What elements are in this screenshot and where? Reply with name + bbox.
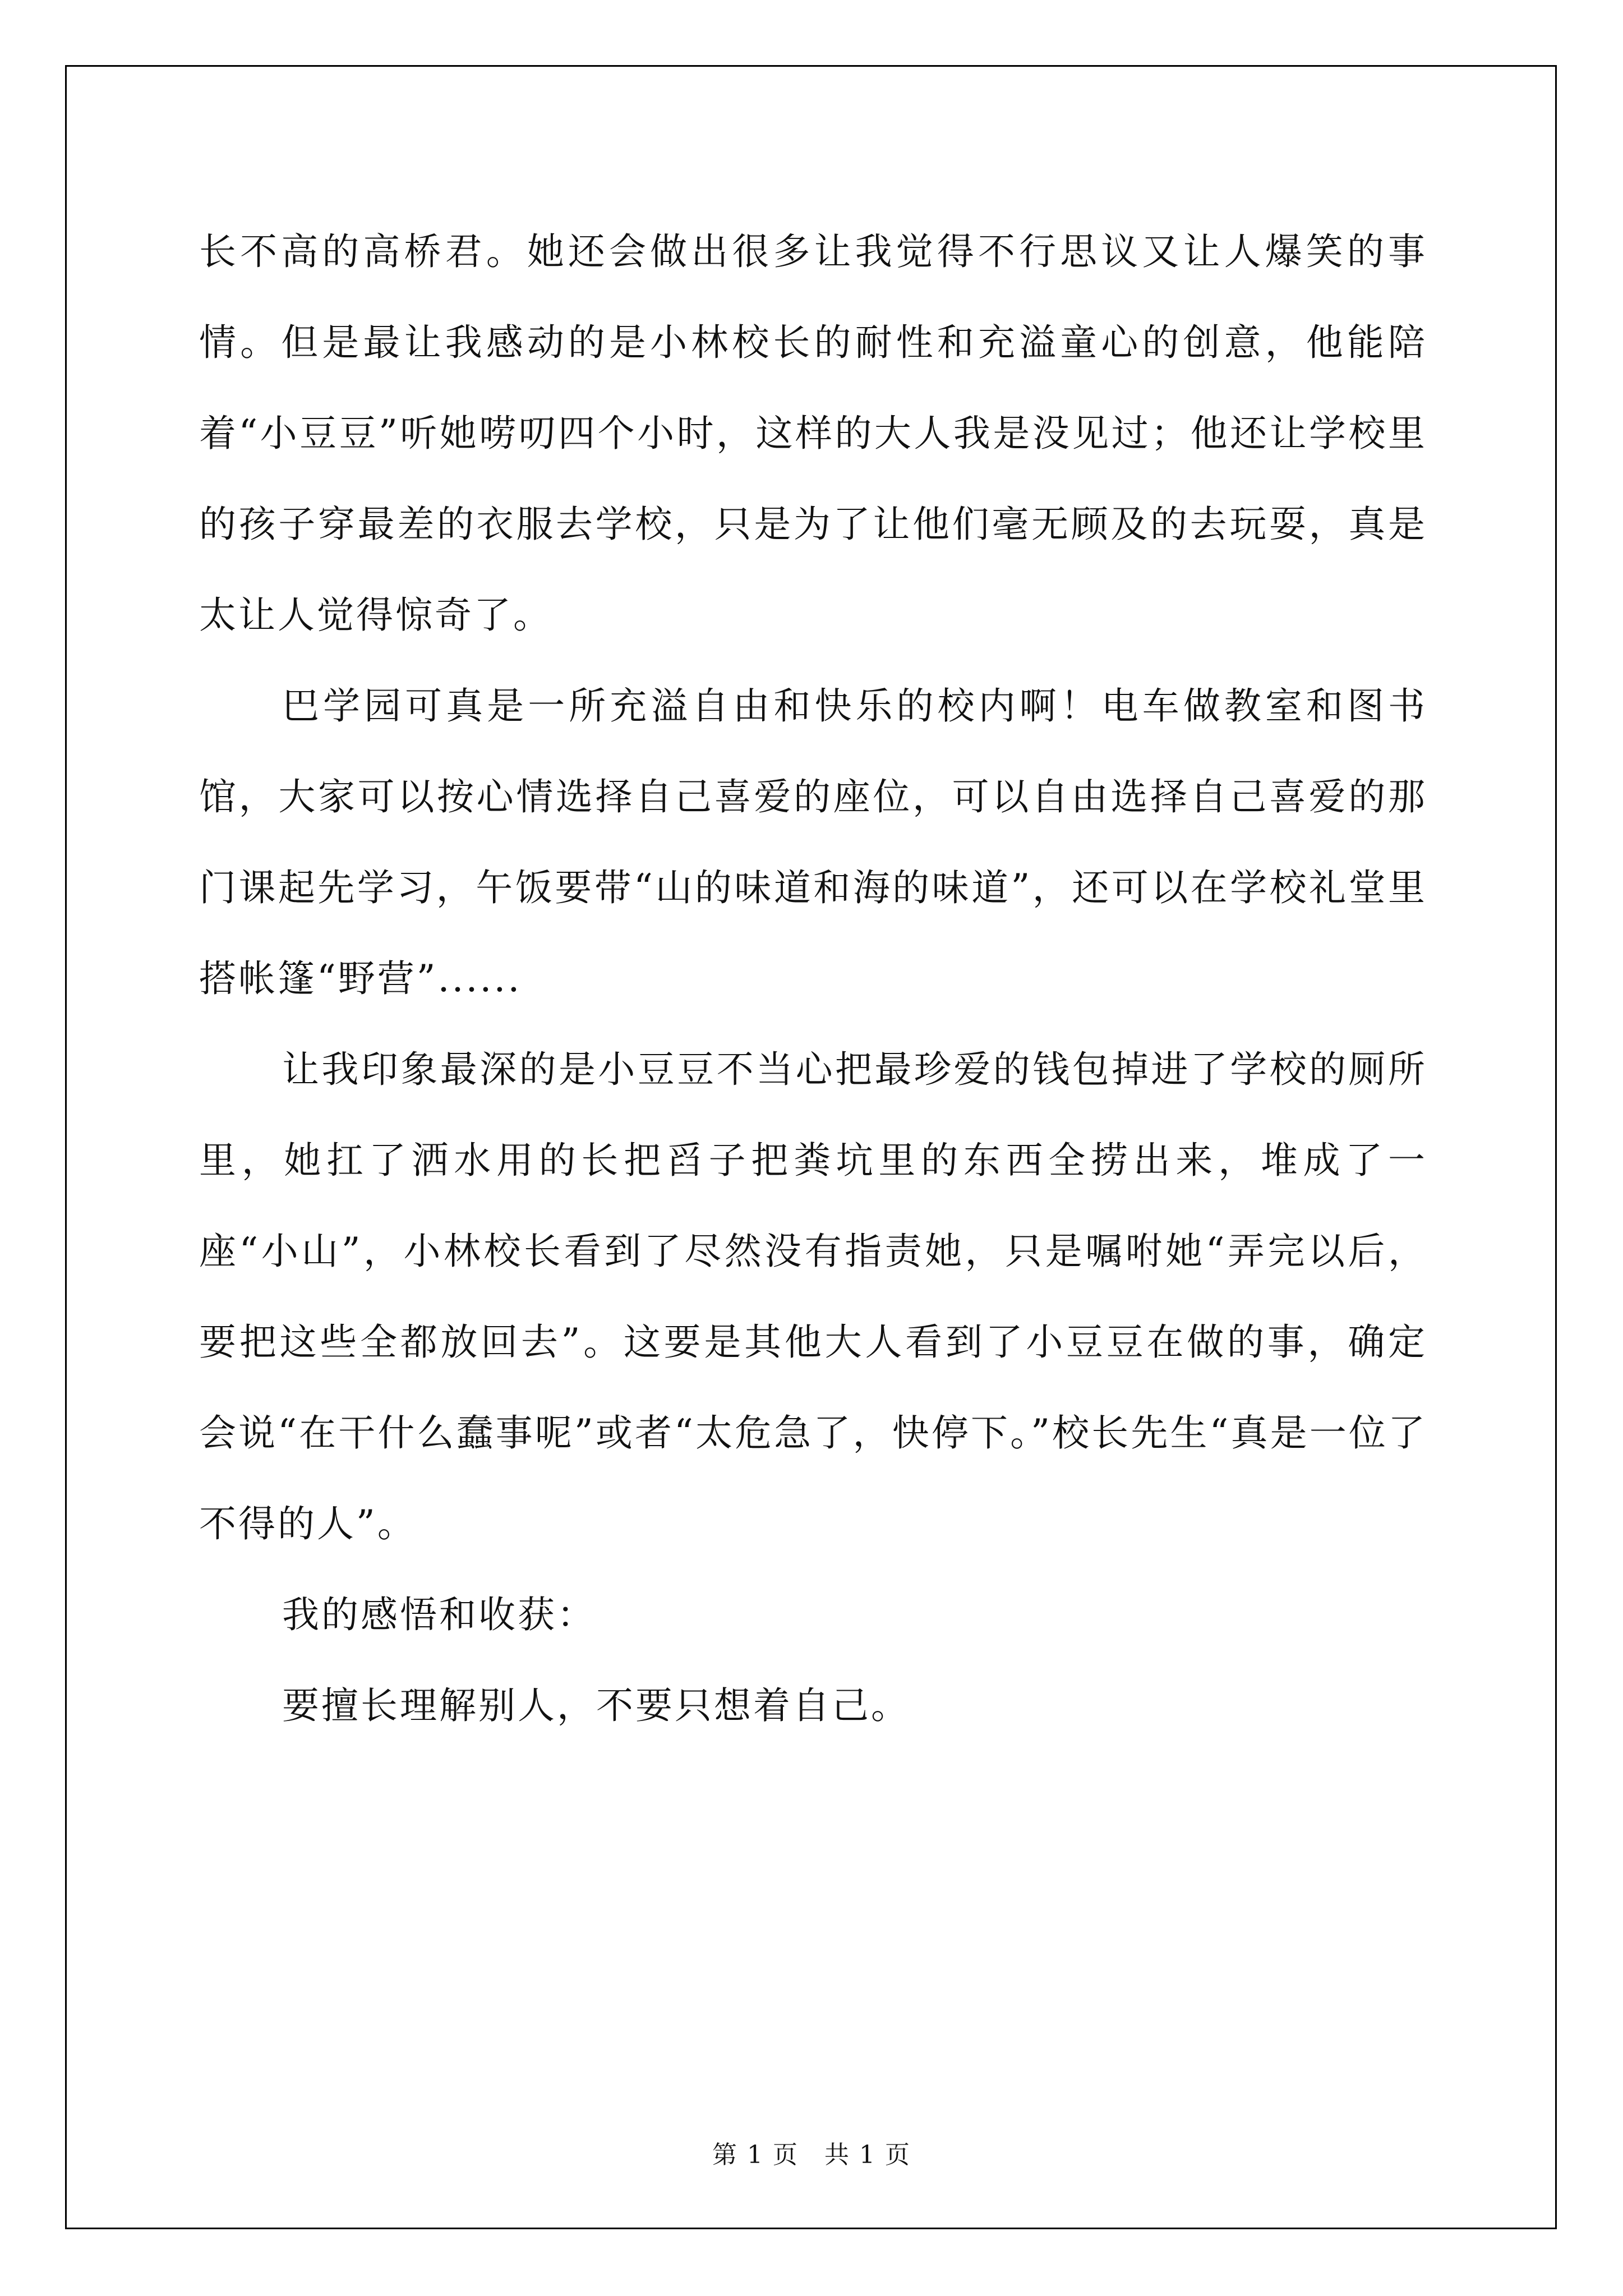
paragraph-2: 巴学园可真是一所充溢自由和快乐的校内啊！电车做教室和图书馆，大家可以按心情选择自己喜爱的座位，可以自由选择自己喜爱的那门课起先学习，午饭要带“山的味道和海的味道”，还可以在学校礼堂里搭帐篷“野营”......	[199, 684, 1427, 1000]
paragraph-1: 长不高的高桥君。她还会做出很多让我觉得不行思议又让人爆笑的事情。但是最让我感动的是小林校长的耐性和充溢童心的创意，他能陪着“小豆豆”听她唠叨四个小时，这样的大人我是没见过；他还让学校里的孩子穿最差的衣服去学校，只是为了让他们毫无顾及的去玩耍，真是太让人觉得惊奇了。	[199, 230, 1427, 637]
paragraph-5: 要擅长理解别人，不要只想着自己。	[282, 1684, 910, 1727]
page-number-footer: 第 1 页 共 1 页	[712, 2141, 911, 2169]
paragraph-3: 让我印象最深的是小豆豆不当心把最珍爱的钱包掉进了学校的厕所里，她扛了洒水用的长把舀子把粪坑里的东西全捞出来，堆成了一座“小山”，小林校长看到了尽然没有指责她，只是嘱咐她“弄完以后，要把这些全都放回去”。这要是其他大人看到了小豆豆在做的事，确定会说“在干什么蠢事呢”或者“太危急了，快停下。”校长先生“真是一位了不得的人”。	[199, 1048, 1427, 1545]
document-body	[199, 206, 1427, 1751]
paragraph-4: 我的感悟和收获：	[282, 1593, 596, 1636]
